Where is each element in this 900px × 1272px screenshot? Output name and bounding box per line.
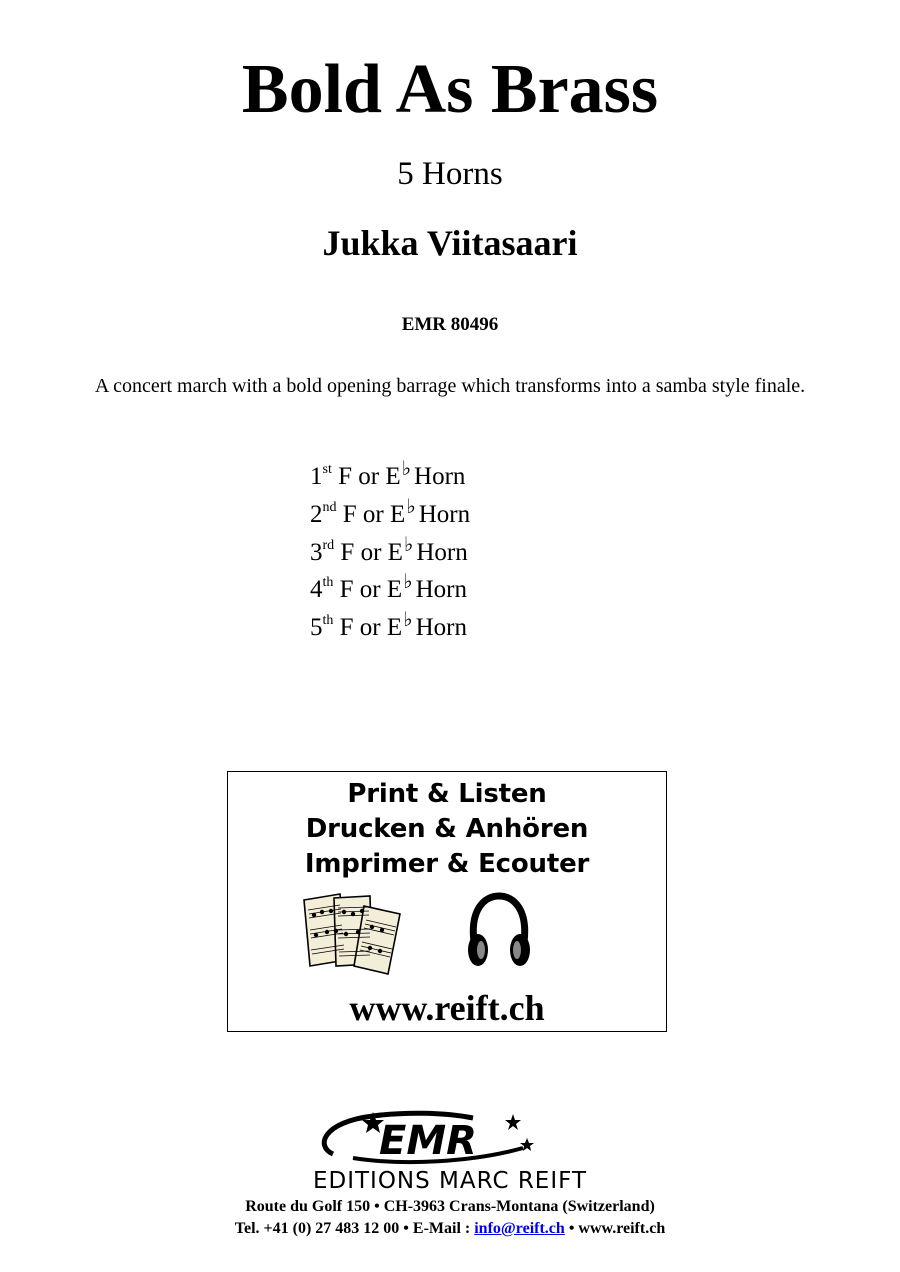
part-item bbox=[310, 534, 470, 572]
part-instrument: Horn bbox=[414, 463, 466, 490]
part-number: 2 bbox=[310, 500, 323, 528]
part-instrument: Horn bbox=[416, 538, 468, 566]
part-number: 1 bbox=[310, 463, 323, 490]
publisher-name: EDITIONS MARC REIFT bbox=[312, 1168, 588, 1194]
catalog-number: EMR 80496 bbox=[401, 314, 499, 335]
emr-logo bbox=[313, 1108, 543, 1166]
part-number: 3 bbox=[310, 538, 323, 566]
flat-icon: ♭ bbox=[406, 495, 416, 518]
publisher-contact bbox=[0, 1219, 900, 1239]
part-key: F or E bbox=[339, 576, 403, 604]
part-instrument: Horn bbox=[418, 500, 471, 528]
part-item bbox=[310, 571, 470, 609]
part-ordinal: th bbox=[322, 613, 334, 629]
composer: Jukka Viitasaari bbox=[322, 223, 578, 263]
part-ordinal: st bbox=[322, 462, 332, 477]
part-ordinal: th bbox=[322, 575, 334, 591]
part-item bbox=[310, 609, 470, 647]
part-number: 5 bbox=[310, 614, 323, 642]
title: Bold As Brass bbox=[241, 51, 659, 128]
subtitle: 5 Horns bbox=[397, 156, 503, 192]
contact-phone: Tel. +41 (0) 27 483 12 00 • E-Mail : bbox=[234, 1220, 475, 1237]
sheet-music-icon bbox=[300, 890, 410, 976]
part-instrument: Horn bbox=[415, 576, 467, 604]
part-key: F or E bbox=[339, 614, 403, 642]
promo-line-german: Drucken & Anhören bbox=[305, 814, 589, 844]
part-number: 4 bbox=[310, 576, 323, 604]
part-key: F or E bbox=[338, 463, 401, 490]
email-link[interactable]: info@reift.ch bbox=[474, 1220, 565, 1237]
part-key: F or E bbox=[340, 538, 403, 566]
print-listen-box bbox=[227, 771, 667, 1032]
part-item bbox=[310, 458, 470, 496]
part-instrument: Horn bbox=[415, 614, 467, 642]
publisher-address: Route du Golf 150 • CH-3963 Crans-Montana (Switzerland) bbox=[245, 1198, 655, 1215]
flat-icon: ♭ bbox=[403, 571, 413, 594]
flat-icon: ♭ bbox=[403, 609, 413, 632]
part-key: F or E bbox=[342, 500, 406, 528]
part-item bbox=[310, 496, 470, 534]
promo-line-english: Print & Listen bbox=[347, 779, 547, 809]
headphones-icon bbox=[464, 892, 534, 972]
flat-icon: ♭ bbox=[401, 458, 412, 480]
promo-url[interactable]: www.reift.ch bbox=[349, 988, 545, 1028]
contact-website[interactable]: • www.reift.ch bbox=[564, 1220, 666, 1237]
emr-logo-text: EMR bbox=[379, 1118, 477, 1164]
flat-icon: ♭ bbox=[403, 533, 414, 556]
part-ordinal: rd bbox=[322, 537, 335, 553]
description: A concert march with a bold opening barrage which transforms into a samba style finale. bbox=[94, 375, 806, 397]
parts-list bbox=[310, 458, 470, 647]
part-ordinal: nd bbox=[322, 499, 337, 515]
promo-line-french: Imprimer & Ecouter bbox=[304, 849, 590, 879]
